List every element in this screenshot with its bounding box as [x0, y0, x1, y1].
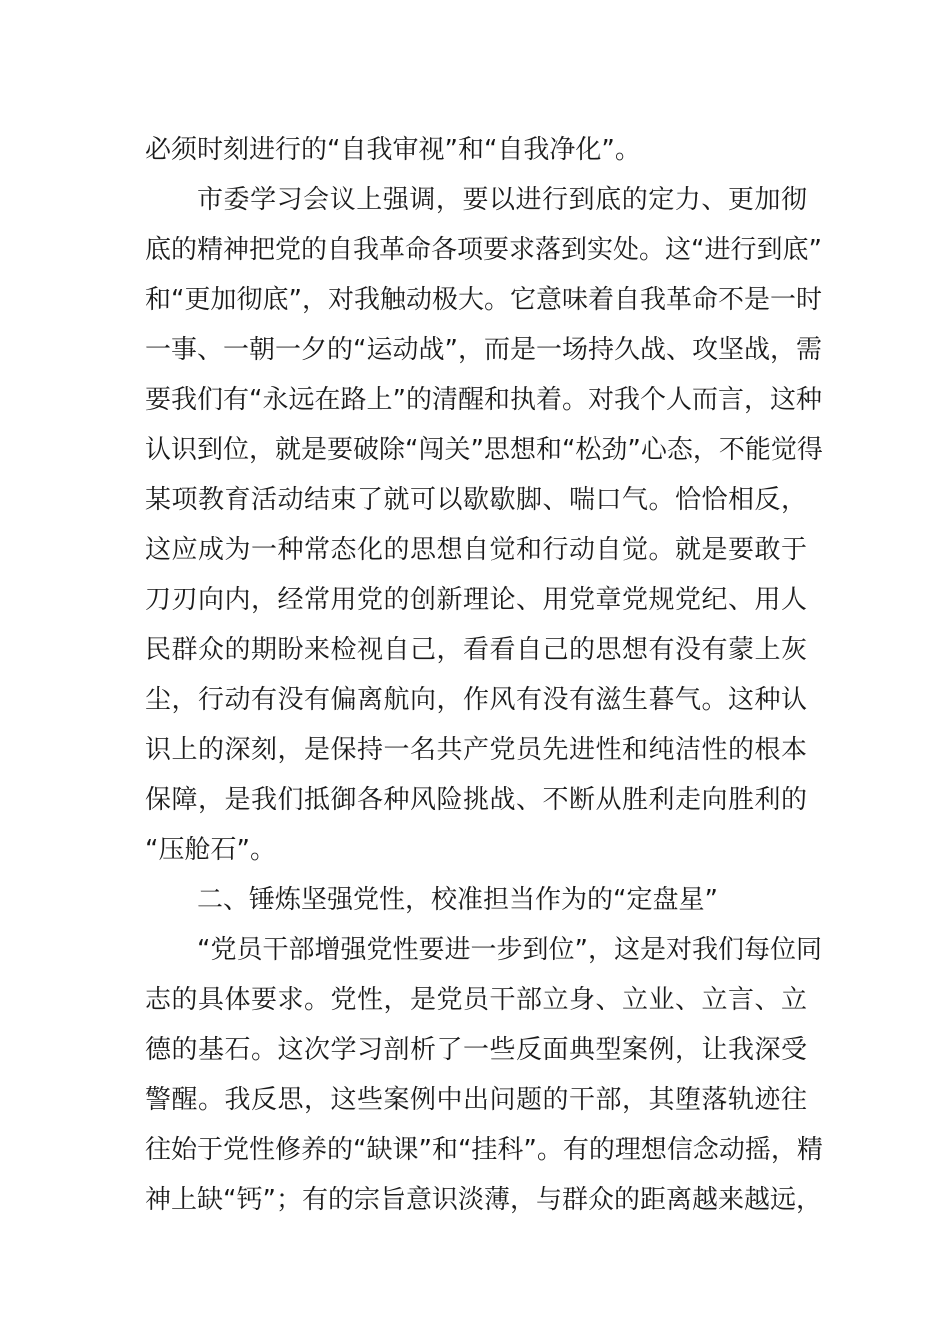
text-line-5: 一事、一朝一夕的“运动战”，而是一场持久战、攻坚战，需	[145, 335, 822, 365]
text-line-3: 底的精神把党的自我革命各项要求落到实处。这“进行到底”	[145, 235, 822, 265]
text-line-13: 识上的深刻，是保持一名共产党员先进性和纯洁性的根本	[145, 735, 807, 765]
text-line-19: 德的基石。这次学习剖析了一些反面典型案例，让我深受	[145, 1035, 807, 1065]
text-line-12: 尘，行动有没有偏离航向，作风有没有滋生暮气。这种认	[145, 685, 807, 715]
text-line-8: 某项教育活动结束了就可以歇歇脚、喘口气。恰恰相反，	[145, 485, 807, 515]
text-line-18: 志的具体要求。党性，是党员干部立身、立业、立言、立	[145, 985, 807, 1015]
text-line-17: “党员干部增强党性要进一步到位”，这是对我们每位同	[197, 935, 822, 965]
text-line-11: 民群众的期盼来检视自己，看看自己的思想有没有蒙上灰	[145, 635, 807, 665]
section-heading: 二、锤炼坚强党性，校准担当作为的“定盘星”	[197, 885, 718, 915]
text-line-2: 市委学习会议上强调，要以进行到底的定力、更加彻	[197, 185, 807, 215]
text-line-1: 必须时刻进行的“自我审视”和“自我净化”。	[145, 135, 641, 165]
text-line-10: 刀刃向内，经常用党的创新理论、用党章党规党纪、用人	[145, 585, 807, 615]
text-line-21: 往始于党性修养的“缺课”和“挂科”。有的理想信念动摇，精	[145, 1135, 823, 1165]
text-line-20: 警醒。我反思，这些案例中出问题的干部，其堕落轨迹往	[145, 1085, 807, 1115]
text-line-14: 保障，是我们抵御各种风险挑战、不断从胜利走向胜利的	[145, 785, 807, 815]
text-line-4: 和“更加彻底”，对我触动极大。它意味着自我革命不是一时	[145, 285, 822, 315]
text-line-9: 这应成为一种常态化的思想自觉和行动自觉。就是要敢于	[145, 535, 807, 565]
text-line-6: 要我们有“永远在路上”的清醒和执着。对我个人而言，这种	[145, 385, 822, 415]
text-line-7: 认识到位，就是要破除“闯关”思想和“松劲”心态，不能觉得	[145, 435, 823, 465]
text-line-22: 神上缺“钙”；有的宗旨意识淡薄，与群众的距离越来越远，	[145, 1185, 822, 1215]
text-line-15: “压舱石”。	[145, 835, 276, 865]
